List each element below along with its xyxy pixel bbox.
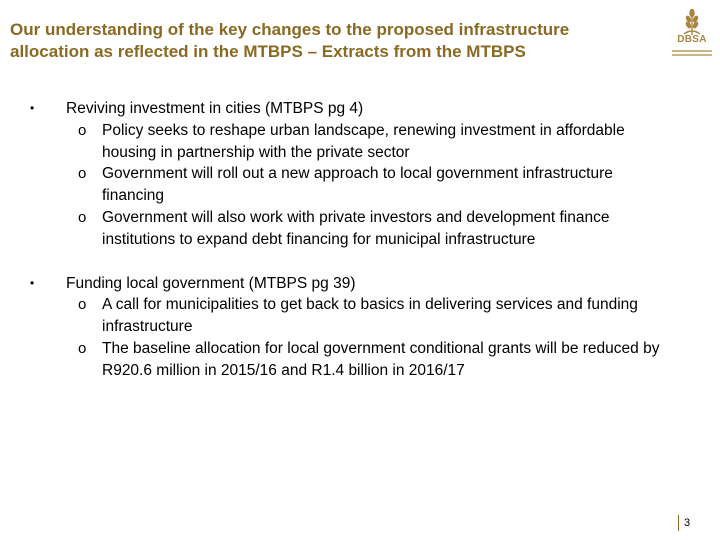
sub-bullet-marker: o [78, 165, 87, 183]
page-number: 3 [678, 515, 690, 531]
sub-bullet-marker: o [78, 121, 87, 139]
sub-bullet-marker: o [78, 208, 87, 226]
logo-text: DBSA [677, 34, 707, 45]
sub-bullet-marker: o [78, 296, 87, 314]
logo-subtext-line [672, 54, 712, 56]
sub-bullet-item [30, 338, 670, 382]
dbsa-logo [670, 8, 714, 64]
sub-bullet-item [30, 120, 670, 164]
sub-bullet-marker: o [78, 339, 87, 357]
slide-content [30, 98, 670, 382]
sub-bullet-item [30, 294, 670, 338]
sub-bullet-text: Government will also work with private investors and development finance institutions to expand debt financing for municipal infrastructure [102, 208, 610, 248]
sub-bullet-item [30, 163, 670, 207]
bullet-text: Funding local government (MTBPS pg 39) [66, 274, 356, 292]
sub-bullet-text: The baseline allocation for local government conditional grants will be reduced by R920.6 million in 2015/16 and R1.4 billion in 2016/17 [102, 339, 660, 379]
bullet-dot: • [30, 275, 35, 290]
logo-subtext-line [672, 50, 712, 52]
sub-bullet-item [30, 207, 670, 251]
bullet-text: Reviving investment in cities (MTBPS pg 4) [66, 100, 364, 117]
sub-bullet-text: Government will roll out a new approach to local government infrastructure financing [102, 165, 613, 205]
bullet-item [30, 273, 670, 295]
bullet-dot: • [30, 101, 35, 115]
sub-bullet-text: A call for municipalities to get back to basics in delivering services and funding infrastructure [102, 296, 638, 336]
bullet-item [30, 98, 670, 120]
sub-bullet-text: Policy seeks to reshape urban landscape, renewing investment in affordable housing in partnership with the private sector [102, 121, 625, 161]
wheat-icon [670, 8, 714, 36]
page-title: Our understanding of the key changes to the proposed infrastructure allocation as reflected in the MTBPS – Extracts from the MTBPS [10, 20, 570, 61]
